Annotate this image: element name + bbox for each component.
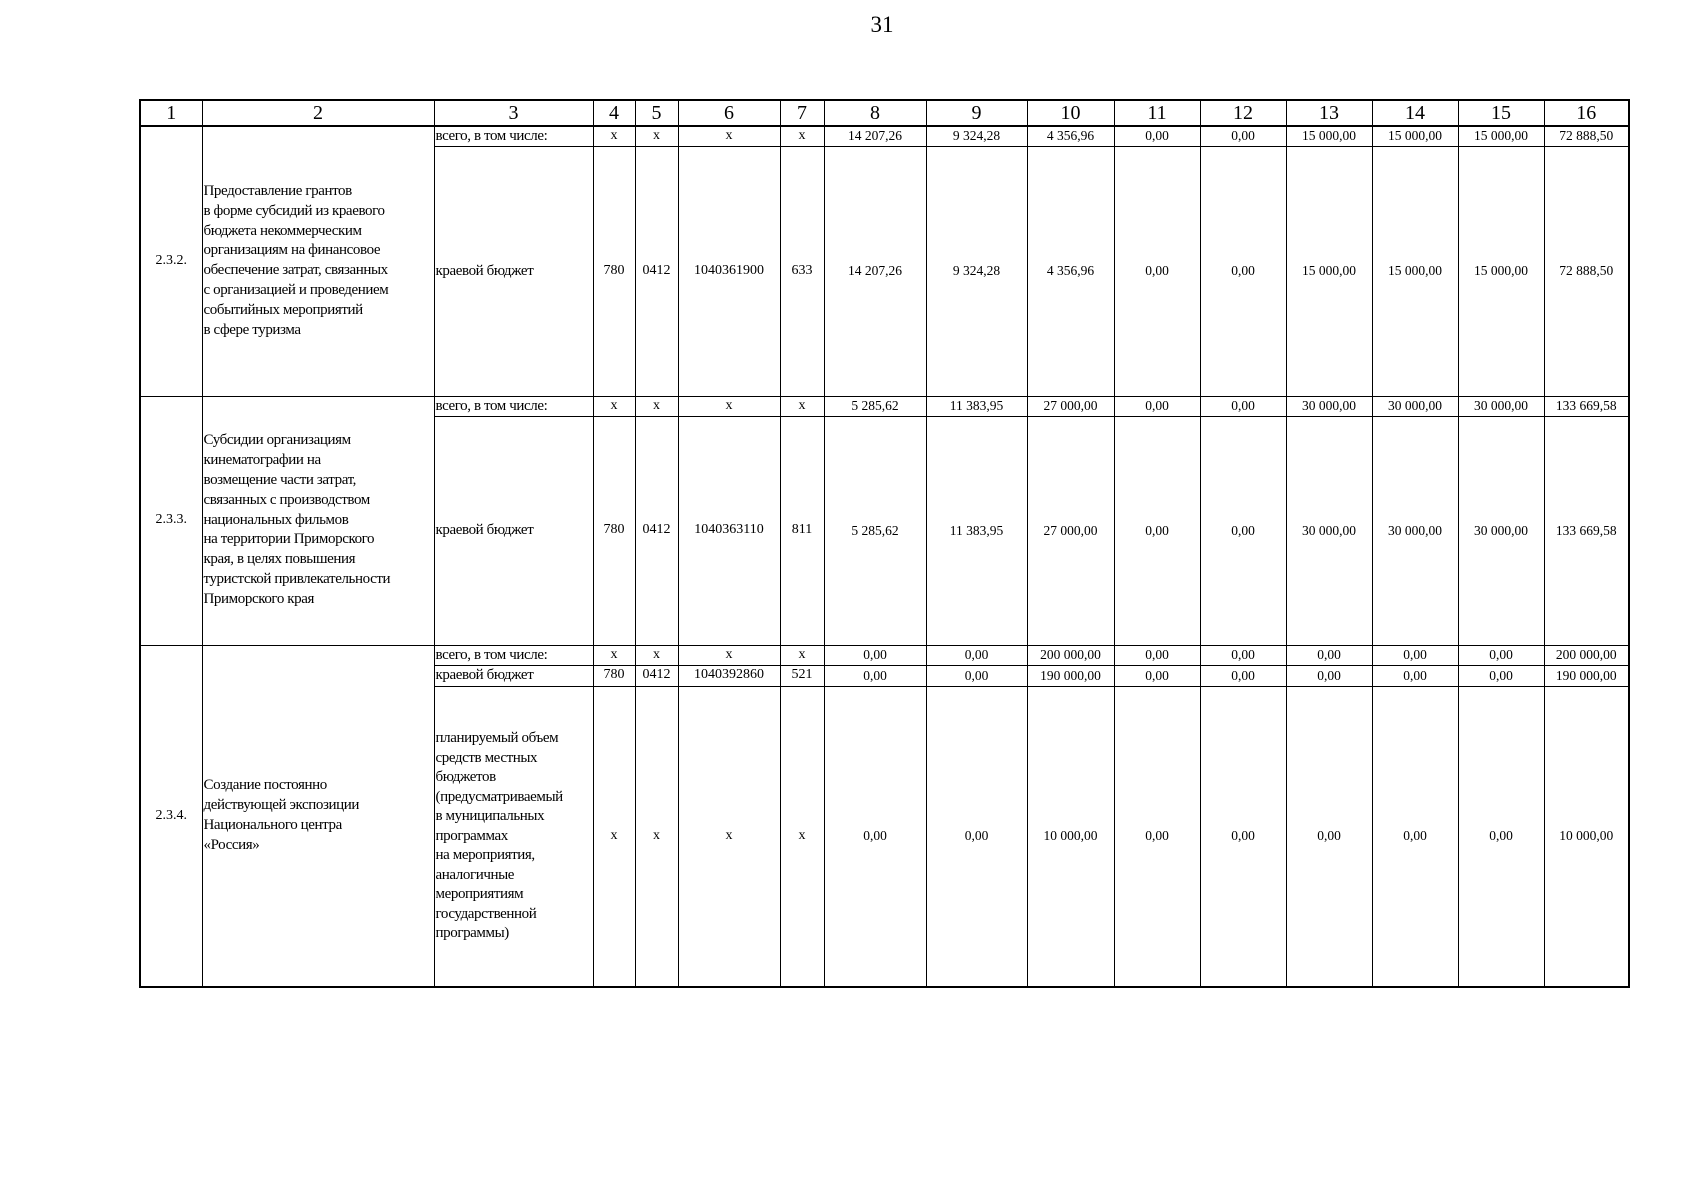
table-row [140, 126, 1629, 146]
value-col-9: 0,00 [926, 686, 1027, 987]
value-col-9: 11 383,95 [926, 416, 1027, 645]
value-col-16: 133 669,58 [1544, 416, 1629, 645]
value-col-14: 0,00 [1372, 686, 1458, 987]
value-col-9: 9 324,28 [926, 146, 1027, 396]
item-name-line: Приморского края [203, 590, 315, 607]
column-header-2: 2 [202, 100, 434, 126]
section-code: x [635, 126, 678, 146]
value-col-15: 30 000,00 [1458, 396, 1544, 416]
funding-source-line: всего, в том числе: [435, 127, 548, 144]
item-name-line: Создание постоянно [203, 777, 327, 794]
grbs-code: 780 [593, 146, 635, 396]
value-col-13: 15 000,00 [1286, 126, 1372, 146]
expense-type-code: x [780, 686, 824, 987]
column-header-11: 11 [1114, 100, 1200, 126]
column-header-15: 15 [1458, 100, 1544, 126]
value-col-11: 0,00 [1114, 126, 1200, 146]
value-col-13: 0,00 [1286, 665, 1372, 686]
value-col-16: 10 000,00 [1544, 686, 1629, 987]
target-article-code: x [678, 645, 780, 665]
column-header-14: 14 [1372, 100, 1458, 126]
value-col-14: 15 000,00 [1372, 126, 1458, 146]
section-code: 0412 [635, 416, 678, 645]
item-name-line: Национального центра [203, 816, 342, 833]
value-col-10: 4 356,96 [1027, 146, 1114, 396]
value-col-16: 72 888,50 [1544, 146, 1629, 396]
funding-source-line: (предусматриваемый [435, 788, 563, 805]
grbs-code: x [593, 645, 635, 665]
value-col-13: 0,00 [1286, 645, 1372, 665]
expense-type-code: x [780, 126, 824, 146]
table-row [140, 645, 1629, 665]
table-row [140, 396, 1629, 416]
funding-source-line: бюджетов [435, 769, 496, 785]
funding-source [434, 396, 593, 416]
column-header-7: 7 [780, 100, 824, 126]
item-name-line: Предоставление грантов [203, 183, 352, 200]
value-col-8: 0,00 [824, 686, 926, 987]
target-article-code: x [678, 126, 780, 146]
expense-type-code: 521 [780, 665, 824, 686]
item-name-line: действующей экспозиции [203, 796, 360, 813]
funding-source-line: краевой бюджет [435, 522, 534, 538]
value-col-11: 0,00 [1114, 645, 1200, 665]
column-header-10: 10 [1027, 100, 1114, 126]
value-col-12: 0,00 [1200, 416, 1286, 645]
value-col-8: 5 285,62 [824, 416, 926, 645]
item-name-line: организациям на финансовое [203, 242, 381, 259]
column-header-3: 3 [434, 100, 593, 126]
funding-source-line: всего, в том числе: [435, 397, 548, 414]
value-col-15: 0,00 [1458, 645, 1544, 665]
grbs-code: x [593, 686, 635, 987]
value-col-14: 0,00 [1372, 665, 1458, 686]
funding-source-line: краевой бюджет [435, 262, 534, 279]
item-name-line: связанных с производством [203, 491, 370, 508]
column-header-8: 8 [824, 100, 926, 126]
funding-source-line: программах [435, 827, 508, 844]
value-col-16: 133 669,58 [1544, 396, 1629, 416]
value-col-8: 14 207,26 [824, 126, 926, 146]
value-col-11: 0,00 [1114, 416, 1200, 645]
value-col-13: 15 000,00 [1286, 146, 1372, 396]
column-header-5: 5 [635, 100, 678, 126]
section-code: 0412 [635, 146, 678, 396]
table-body [140, 100, 1629, 987]
value-col-9: 0,00 [926, 665, 1027, 686]
item-name-line: обеспечение затрат, связанных [203, 262, 388, 279]
funding-source [434, 146, 593, 396]
funding-source-line: на мероприятия, [435, 847, 535, 863]
value-col-10: 200 000,00 [1027, 645, 1114, 665]
value-col-15: 15 000,00 [1458, 126, 1544, 146]
item-name-line: Субсидии организациям [203, 432, 351, 449]
funding-source-line: планируемый объем [435, 730, 559, 746]
target-article-code: 1040361900 [678, 146, 780, 396]
section-code: x [635, 686, 678, 987]
value-col-15: 30 000,00 [1458, 416, 1544, 645]
item-name-line: возмещение части затрат, [203, 472, 356, 488]
value-col-12: 0,00 [1200, 686, 1286, 987]
item-name-line: в сфере туризма [203, 321, 301, 338]
value-col-11: 0,00 [1114, 396, 1200, 416]
item-number: 2.3.3. [140, 396, 202, 645]
value-col-11: 0,00 [1114, 665, 1200, 686]
column-header-1: 1 [140, 100, 202, 126]
item-number: 2.3.2. [140, 126, 202, 396]
item-name-line: на территории Приморского [203, 531, 375, 548]
value-col-14: 30 000,00 [1372, 416, 1458, 645]
value-col-8: 5 285,62 [824, 396, 926, 416]
value-col-15: 15 000,00 [1458, 146, 1544, 396]
funding-source [434, 126, 593, 146]
item-name [202, 645, 434, 987]
value-col-10: 27 000,00 [1027, 416, 1114, 645]
value-col-9: 11 383,95 [926, 396, 1027, 416]
value-col-12: 0,00 [1200, 126, 1286, 146]
page-number: 31 [870, 12, 894, 37]
target-article-code: 1040363110 [678, 416, 780, 645]
value-col-16: 200 000,00 [1544, 645, 1629, 665]
value-col-10: 190 000,00 [1027, 665, 1114, 686]
item-name [202, 396, 434, 645]
value-col-13: 0,00 [1286, 686, 1372, 987]
value-col-13: 30 000,00 [1286, 416, 1372, 645]
funding-source [434, 665, 593, 686]
value-col-9: 0,00 [926, 645, 1027, 665]
funding-source-line: программы) [435, 925, 509, 941]
item-name-line: туристской привлекательности [203, 570, 391, 587]
column-header-16: 16 [1544, 100, 1629, 126]
grbs-code: x [593, 126, 635, 146]
value-col-12: 0,00 [1200, 396, 1286, 416]
target-article-code: 1040392860 [678, 665, 780, 686]
value-col-14: 30 000,00 [1372, 396, 1458, 416]
target-article-code: x [678, 686, 780, 987]
value-col-16: 72 888,50 [1544, 126, 1629, 146]
funding-source-line: всего, в том числе: [435, 646, 548, 663]
value-col-12: 0,00 [1200, 645, 1286, 665]
header-row [140, 100, 1629, 126]
column-header-6: 6 [678, 100, 780, 126]
item-name [202, 126, 434, 396]
item-name-line: бюджета некоммерческим [203, 222, 362, 239]
expense-type-code: x [780, 645, 824, 665]
budget-table [139, 99, 1630, 988]
value-col-14: 0,00 [1372, 645, 1458, 665]
item-name-line: в форме субсидий из краевого [203, 202, 385, 219]
value-col-13: 30 000,00 [1286, 396, 1372, 416]
value-col-11: 0,00 [1114, 146, 1200, 396]
item-name-line: с организацией и проведением [203, 282, 389, 299]
value-col-11: 0,00 [1114, 686, 1200, 987]
column-header-4: 4 [593, 100, 635, 126]
item-name-line: края, в целях повышения [203, 551, 356, 568]
item-name-line: кинематографии на [203, 452, 321, 469]
value-col-8: 14 207,26 [824, 146, 926, 396]
value-col-12: 0,00 [1200, 665, 1286, 686]
value-col-8: 0,00 [824, 645, 926, 665]
value-col-10: 4 356,96 [1027, 126, 1114, 146]
value-col-15: 0,00 [1458, 686, 1544, 987]
value-col-8: 0,00 [824, 665, 926, 686]
value-col-15: 0,00 [1458, 665, 1544, 686]
value-col-10: 27 000,00 [1027, 396, 1114, 416]
item-name-line: событийных мероприятий [203, 301, 363, 318]
funding-source [434, 645, 593, 665]
value-col-16: 190 000,00 [1544, 665, 1629, 686]
funding-source-line: мероприятиям [435, 886, 524, 902]
section-code: x [635, 396, 678, 416]
item-name-line: «Россия» [203, 836, 260, 853]
expense-type-code: x [780, 396, 824, 416]
expense-type-code: 633 [780, 146, 824, 396]
item-number: 2.3.4. [140, 645, 202, 987]
column-header-13: 13 [1286, 100, 1372, 126]
column-header-12: 12 [1200, 100, 1286, 126]
grbs-code: 780 [593, 665, 635, 686]
funding-source-line: аналогичные [435, 866, 515, 883]
section-code: x [635, 645, 678, 665]
funding-source-line: средств местных [435, 749, 538, 766]
target-article-code: x [678, 396, 780, 416]
value-col-10: 10 000,00 [1027, 686, 1114, 987]
value-col-12: 0,00 [1200, 146, 1286, 396]
funding-source-line: государственной [435, 905, 537, 922]
grbs-code: 780 [593, 416, 635, 645]
expense-type-code: 811 [780, 416, 824, 645]
value-col-9: 9 324,28 [926, 126, 1027, 146]
funding-source [434, 416, 593, 645]
section-code: 0412 [635, 665, 678, 686]
item-name-line: национальных фильмов [203, 511, 349, 528]
value-col-14: 15 000,00 [1372, 146, 1458, 396]
funding-source-line: в муниципальных [435, 808, 545, 824]
funding-source-line: краевой бюджет [435, 667, 534, 683]
column-header-9: 9 [926, 100, 1027, 126]
grbs-code: x [593, 396, 635, 416]
funding-source [434, 686, 593, 987]
